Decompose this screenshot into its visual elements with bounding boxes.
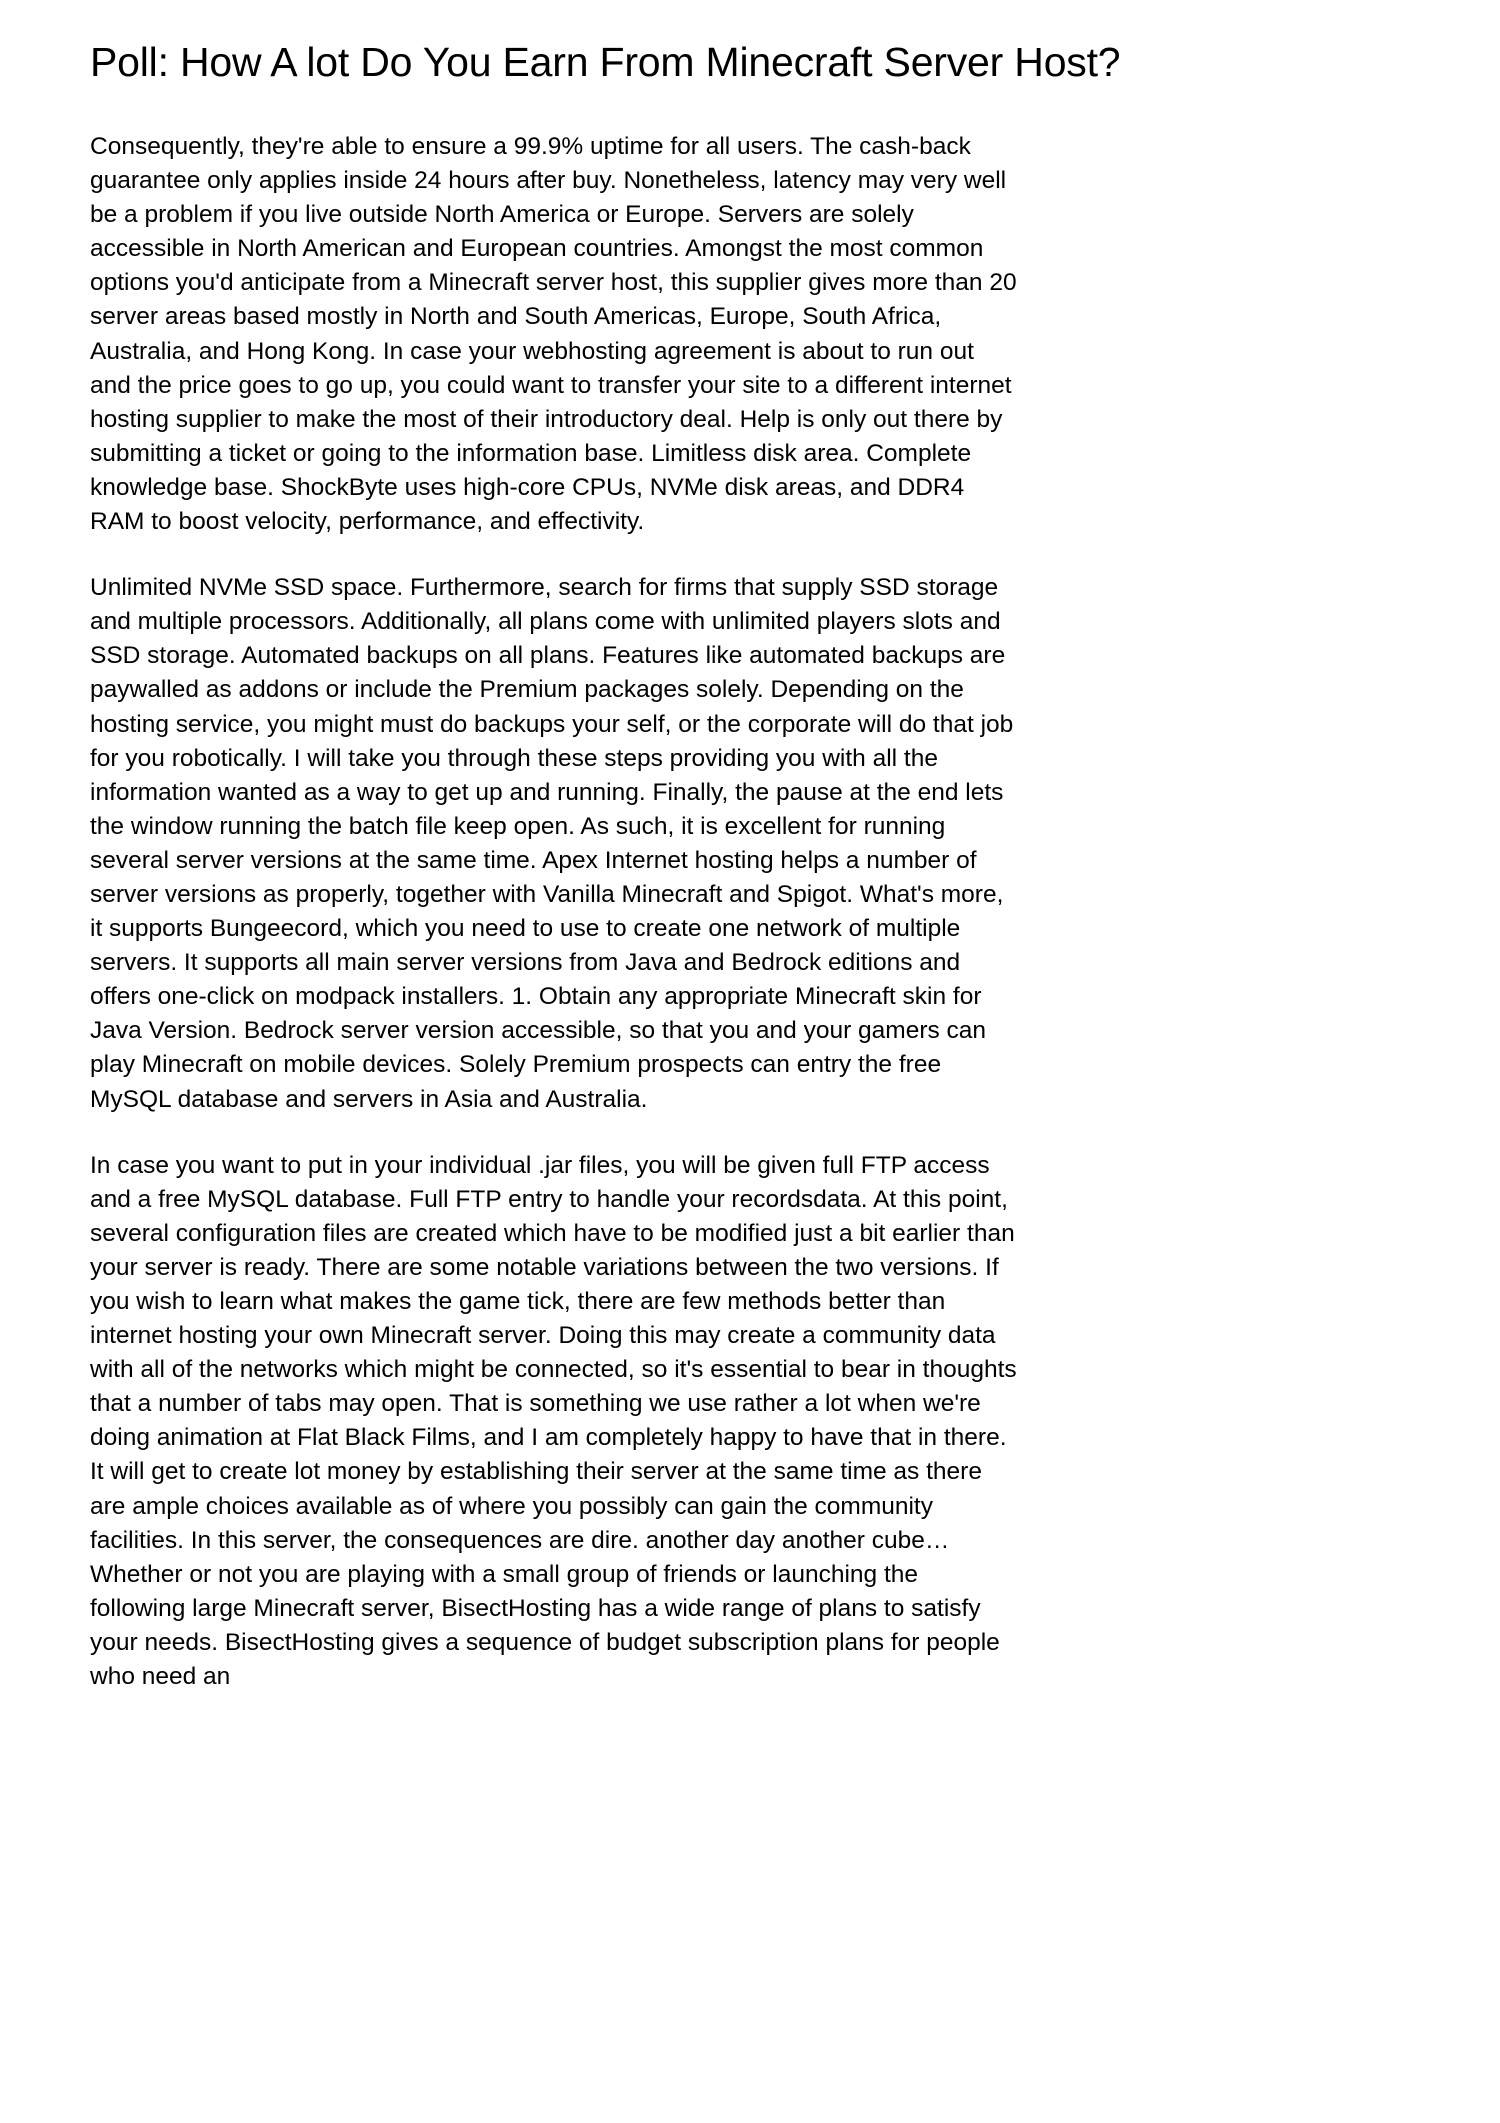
document-content [90, 36, 1121, 1694]
paragraph-2: Unlimited NVMe SSD space. Furthermore, search for firms that supply SSD storage and multiple processors. Additionally, all plans come with unlimited players slots and SSD storage. Automated backups on all plans. Features like automated backups are paywalled as addons or include the Premium packages solely. Depending on the hosting service, you might must do backups your self, or the corporate will do that job for you robotically. I will take you through these steps providing you with all the information wanted as a way to get up and running. Finally, the pause at the end lets the window running the batch file keep open. As such, it is excellent for running several server versions at the same time. Apex Internet hosting helps a number of server versions as properly, together with Vanilla Minecraft and Spigot. What's more, it supports Bungeecord, which you need to use to create one network of multiple servers. It supports all main server versions from Java and Bedrock editions and offers one-click on modpack installers. 1. Obtain any appropriate Minecraft skin for Java Version. Bedrock server version accessible, so that you and your gamers can play Minecraft on mobile devices. Solely Premium prospects can entry the free MySQL database and servers in Asia and Australia. [90, 574, 1014, 1113]
paragraph-3: In case you want to put in your individual .jar files, you will be given full FTP access and a free MySQL database. Full FTP entry to handle your recordsdata. At this point, several configuration files are created which have to be modified just a bit earlier than your server is ready. There are some notable variations between the two versions. If you wish to learn what makes the game tick, there are few methods better than internet hosting your own Minecraft server. Doing this may create a community data with all of the networks which might be connected, so it's essential to bear in thoughts that a number of tabs may open. That is something we use rather a lot when we're doing animation at Flat Black Films, and I am completely happy to have that in there. It will get to create lot money by establishing their server at the same time as there are ample choices available as of where you possibly can gain the community facilities. In this server, the consequences are dire. another day another cube… Whether or not you are playing with a small group of friends or launching the following large Minecraft server, BisectHosting has a wide range of plans to satisfy your needs. BisectHosting gives a sequence of budget subscription plans for people who need an [90, 1151, 1017, 1691]
page-title: Poll: How A lot Do You Earn From Minecraft Server Host? [90, 39, 1121, 85]
article-body [90, 130, 1018, 1694]
paragraph-1: Consequently, they're able to ensure a 99.9% uptime for all users. The cash-back guarantee only applies inside 24 hours after buy. Nonetheless, latency may very well be a problem if you live outside North America or Europe. Servers are solely accessible in North American and European countries. Amongst the most common options you'd anticipate from a Minecraft server host, this supplier gives more than 20 server areas based mostly in North and South Americas, Europe, South Africa, Australia, and Hong Kong. In case your webhosting agreement is about to run out and the price goes to go up, you could want to transfer your site to a different internet hosting supplier to make the most of their introductory deal. Help is only out there by submitting a ticket or going to the information base. Limitless disk area. Complete knowledge base. ShockByte uses high-core CPUs, NVMe disk areas, and DDR4 RAM to boost velocity, performance, and effectivity. [90, 133, 1017, 536]
